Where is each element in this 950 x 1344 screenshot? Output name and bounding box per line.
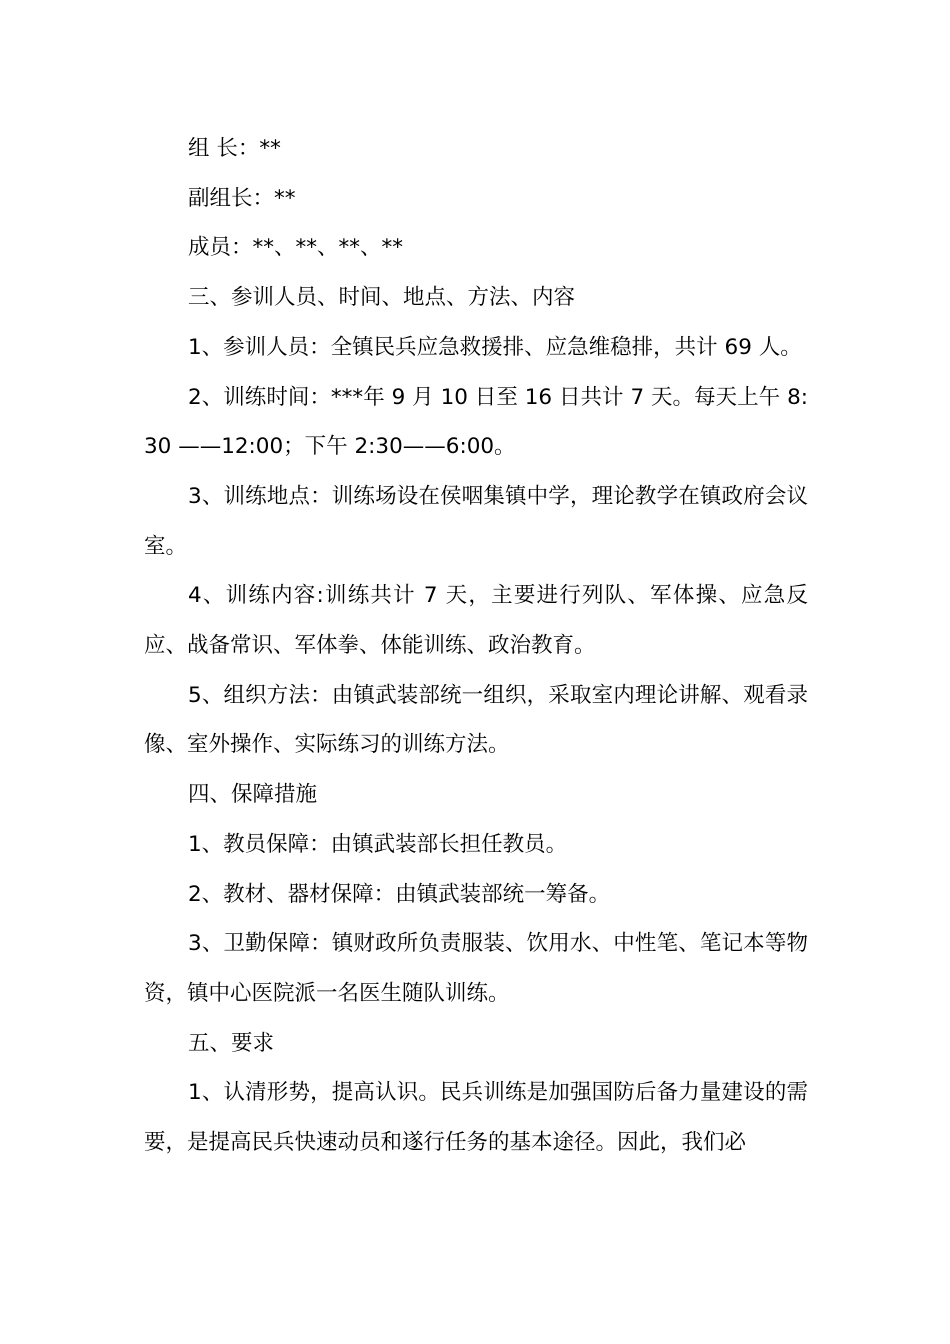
section-heading-support: 四、保障措施 — [188, 782, 318, 808]
deputy-leader-line: 副组长：** — [188, 185, 296, 211]
paragraph-logistics-support: 3、卫勤保障：镇财政所负责服装、饮用水、中性笔、笔记本等物资，镇中心医院派一名医生随队训练。 — [144, 931, 808, 1006]
paragraph-organization-method: 5、组织方法：由镇武装部统一组织，采取室内理论讲解、观看录像、室外操作、实际练习的训练方法。 — [144, 682, 808, 758]
team-leader-line: 组 长：** — [188, 136, 281, 161]
paragraph-instructor-support: 1、教员保障：由镇武装部长担任教员。 — [188, 831, 568, 857]
document-body — [144, 124, 808, 1168]
section-heading-participants: 三、参训人员、时间、地点、方法、内容 — [188, 285, 576, 311]
paragraph-training-location: 3、训练地点：训练场设在侯咽集镇中学，理论教学在镇政府会议室。 — [144, 483, 808, 559]
paragraph-training-content: 4、训练内容:训练共计 7 天，主要进行列队、军体操、应急反应、战备常识、军体拳、体能训练、政治教育。 — [144, 583, 808, 659]
members-line: 成员：**、**、**、** — [188, 235, 404, 261]
paragraph-materials-support: 2、教材、器材保障：由镇武装部统一筹备。 — [188, 881, 611, 907]
paragraph-participants: 1、参训人员：全镇民兵应急救援排、应急维稳排，共计 69 人。 — [188, 334, 802, 360]
paragraph-awareness: 1、认清形势，提高认识。民兵训练是加强国防后备力量建设的需要，是提高民兵快速动员和遂行任务的基本途径。因此，我们必 — [144, 1080, 808, 1156]
paragraph-training-time: 2、训练时间：***年 9 月 10 日至 16 日共计 7 天。每天上午 8:30 ——12:00；下午 2:30——6:00。 — [144, 384, 808, 460]
section-heading-requirements: 五、要求 — [188, 1030, 275, 1056]
